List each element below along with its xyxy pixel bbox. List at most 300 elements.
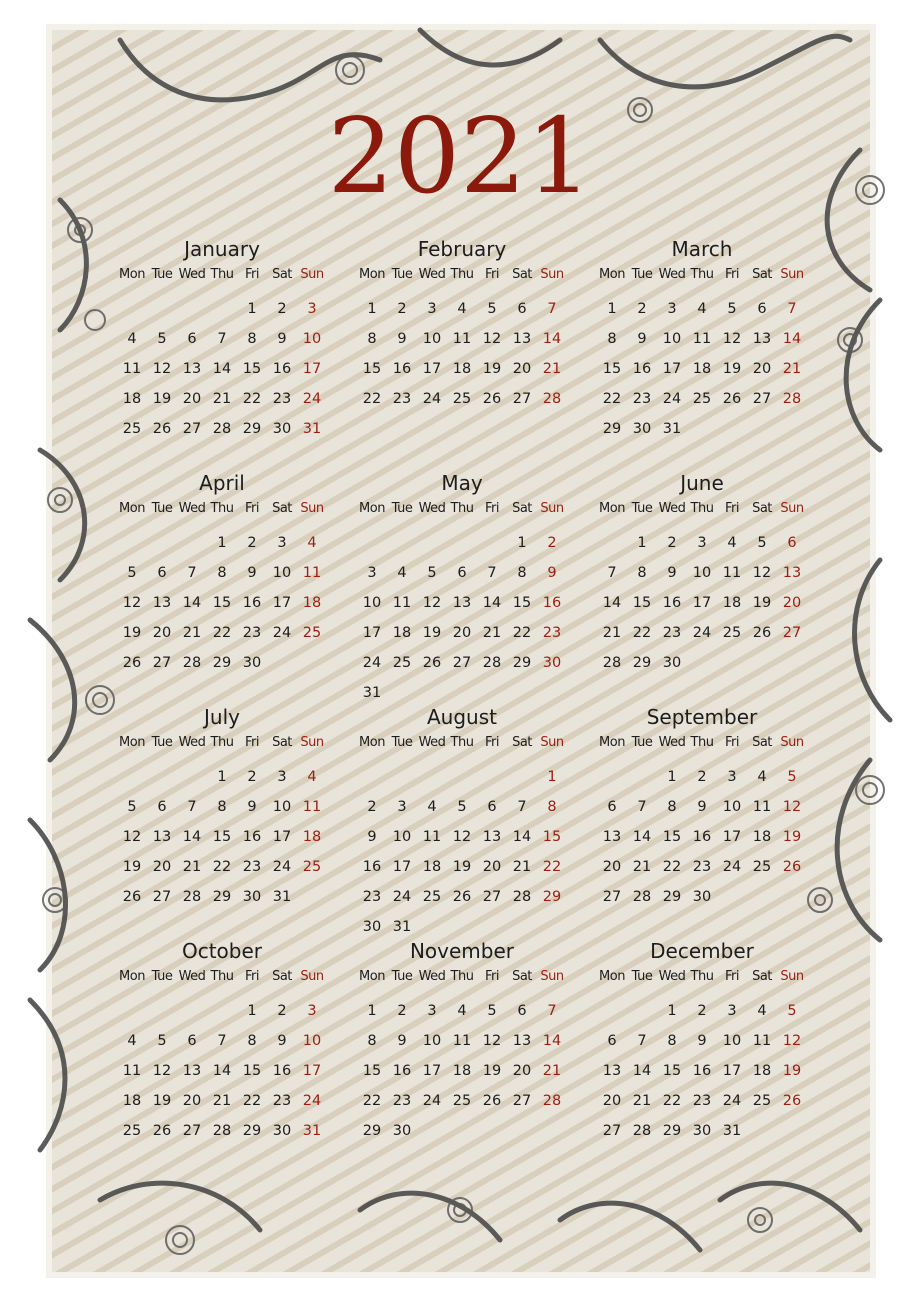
day-cell: 11 xyxy=(122,1063,142,1079)
day-cell: 17 xyxy=(662,361,682,377)
weekday-label: Fri xyxy=(245,501,259,516)
weekday-label: Sun xyxy=(540,501,564,516)
day-cell: 30 xyxy=(242,889,262,905)
month-july xyxy=(117,704,327,912)
day-cell: 30 xyxy=(392,1123,412,1139)
day-cell: 13 xyxy=(182,1063,202,1079)
weekday-label: Mon xyxy=(119,735,145,750)
day-cell: 12 xyxy=(482,331,502,347)
day-cell: 26 xyxy=(152,1123,172,1139)
day-cell: 3 xyxy=(667,301,677,317)
day-cell: 17 xyxy=(272,829,292,845)
day-cell: 4 xyxy=(757,769,767,785)
day-cell: 29 xyxy=(212,655,232,671)
day-cell: 14 xyxy=(542,1033,562,1049)
day-cell: 5 xyxy=(787,769,797,785)
day-cell: 28 xyxy=(182,889,202,905)
day-cell: 27 xyxy=(602,889,622,905)
year-title: 2021 xyxy=(327,95,593,217)
day-cell: 10 xyxy=(272,799,292,815)
day-cell: 22 xyxy=(662,859,682,875)
month-name: October xyxy=(181,939,263,963)
month-june xyxy=(597,470,807,678)
day-cell: 7 xyxy=(637,1033,647,1049)
day-cell: 1 xyxy=(667,769,677,785)
month-september xyxy=(597,704,807,912)
day-cell: 5 xyxy=(127,565,137,581)
day-cell: 6 xyxy=(487,799,497,815)
day-cell: 15 xyxy=(662,1063,682,1079)
day-cell: 21 xyxy=(542,361,562,377)
weekday-label: Sun xyxy=(780,969,804,984)
empty-cell xyxy=(627,996,657,1026)
day-cell: 1 xyxy=(217,769,227,785)
day-cell: 25 xyxy=(692,391,712,407)
day-cell: 12 xyxy=(152,1063,172,1079)
day-cell: 30 xyxy=(272,1123,292,1139)
weekday-label: Wed xyxy=(418,735,446,750)
day-cell: 10 xyxy=(422,1033,442,1049)
day-cell: 19 xyxy=(482,1063,502,1079)
weekday-label: Fri xyxy=(485,735,499,750)
weekday-label: Fri xyxy=(245,969,259,984)
day-grid xyxy=(117,966,327,1146)
day-cell: 5 xyxy=(757,535,767,551)
day-cell: 20 xyxy=(512,1063,532,1079)
month-august xyxy=(357,704,567,942)
day-cell: 10 xyxy=(302,331,322,347)
empty-cell xyxy=(597,762,627,792)
day-cell: 3 xyxy=(727,1003,737,1019)
day-cell: 14 xyxy=(212,361,232,377)
empty-cell xyxy=(447,528,477,558)
day-cell: 18 xyxy=(752,829,772,845)
day-grid xyxy=(357,732,567,942)
month-name: December xyxy=(650,939,754,963)
weekday-label: Fri xyxy=(725,969,739,984)
month-march xyxy=(597,236,807,444)
day-cell: 22 xyxy=(242,391,262,407)
weekday-label: Sat xyxy=(752,735,772,750)
day-cell: 26 xyxy=(782,1093,802,1109)
weekday-label: Wed xyxy=(418,501,446,516)
day-cell: 17 xyxy=(392,859,412,875)
day-grid xyxy=(597,264,807,444)
day-cell: 21 xyxy=(782,361,802,377)
weekday-label: Wed xyxy=(658,267,686,282)
day-cell: 18 xyxy=(722,595,742,611)
day-cell: 7 xyxy=(547,1003,557,1019)
day-cell: 29 xyxy=(662,889,682,905)
weekday-label: Tue xyxy=(391,267,413,282)
empty-cell xyxy=(477,528,507,558)
day-cell: 31 xyxy=(302,421,322,437)
day-cell: 21 xyxy=(602,625,622,641)
day-cell: 12 xyxy=(452,829,472,845)
day-cell: 8 xyxy=(367,331,377,347)
day-cell: 20 xyxy=(482,859,502,875)
day-cell: 4 xyxy=(697,301,707,317)
day-cell: 13 xyxy=(512,1033,532,1049)
day-cell: 10 xyxy=(302,1033,322,1049)
day-cell: 23 xyxy=(662,625,682,641)
day-cell: 9 xyxy=(247,799,257,815)
day-cell: 22 xyxy=(542,859,562,875)
empty-cell xyxy=(387,762,417,792)
empty-cell xyxy=(387,528,417,558)
weekday-label: Sat xyxy=(512,969,532,984)
day-cell: 23 xyxy=(362,889,382,905)
day-cell: 17 xyxy=(272,595,292,611)
empty-cell xyxy=(207,294,237,324)
day-cell: 11 xyxy=(122,361,142,377)
day-cell: 14 xyxy=(782,331,802,347)
day-cell: 13 xyxy=(152,595,172,611)
day-cell: 19 xyxy=(482,361,502,377)
weekday-label: Mon xyxy=(599,735,625,750)
day-cell: 18 xyxy=(392,625,412,641)
weekday-label: Tue xyxy=(391,735,413,750)
day-cell: 11 xyxy=(302,799,322,815)
day-cell: 8 xyxy=(637,565,647,581)
day-grid xyxy=(597,498,807,678)
day-cell: 3 xyxy=(277,769,287,785)
day-cell: 13 xyxy=(452,595,472,611)
weekday-label: Thu xyxy=(210,501,234,516)
day-cell: 12 xyxy=(482,1033,502,1049)
empty-cell xyxy=(177,996,207,1026)
day-grid xyxy=(357,498,567,708)
day-cell: 15 xyxy=(212,829,232,845)
day-cell: 8 xyxy=(607,331,617,347)
day-cell: 1 xyxy=(547,769,557,785)
day-cell: 2 xyxy=(397,1003,407,1019)
day-cell: 13 xyxy=(602,829,622,845)
day-cell: 26 xyxy=(482,1093,502,1109)
empty-cell xyxy=(117,996,147,1026)
day-cell: 24 xyxy=(272,625,292,641)
day-cell: 27 xyxy=(512,391,532,407)
weekday-label: Tue xyxy=(631,267,653,282)
day-cell: 22 xyxy=(212,859,232,875)
day-cell: 28 xyxy=(632,1123,652,1139)
month-name: January xyxy=(184,237,260,261)
day-cell: 27 xyxy=(182,421,202,437)
day-cell: 6 xyxy=(457,565,467,581)
day-cell: 1 xyxy=(637,535,647,551)
day-grid xyxy=(597,966,807,1146)
day-cell: 12 xyxy=(722,331,742,347)
weekday-label: Thu xyxy=(690,501,714,516)
day-cell: 10 xyxy=(422,331,442,347)
day-cell: 26 xyxy=(722,391,742,407)
day-cell: 11 xyxy=(302,565,322,581)
day-cell: 15 xyxy=(212,595,232,611)
day-cell: 17 xyxy=(422,1063,442,1079)
day-cell: 1 xyxy=(217,535,227,551)
weekday-label: Thu xyxy=(450,969,474,984)
day-cell: 24 xyxy=(722,1093,742,1109)
weekday-label: Mon xyxy=(119,267,145,282)
day-cell: 19 xyxy=(782,1063,802,1079)
weekday-label: Sun xyxy=(780,267,804,282)
day-cell: 20 xyxy=(152,625,172,641)
day-cell: 19 xyxy=(452,859,472,875)
day-cell: 4 xyxy=(457,1003,467,1019)
day-cell: 18 xyxy=(752,1063,772,1079)
day-cell: 16 xyxy=(392,361,412,377)
weekday-label: Tue xyxy=(151,735,173,750)
day-cell: 24 xyxy=(302,391,322,407)
weekday-label: Mon xyxy=(359,267,385,282)
day-cell: 9 xyxy=(667,565,677,581)
day-cell: 27 xyxy=(152,655,172,671)
day-cell: 16 xyxy=(272,1063,292,1079)
day-cell: 12 xyxy=(752,565,772,581)
day-cell: 20 xyxy=(182,391,202,407)
weekday-label: Sun xyxy=(300,969,324,984)
day-cell: 12 xyxy=(782,799,802,815)
day-cell: 16 xyxy=(692,1063,712,1079)
day-cell: 23 xyxy=(272,391,292,407)
weekday-label: Tue xyxy=(151,969,173,984)
day-cell: 15 xyxy=(632,595,652,611)
empty-cell xyxy=(417,528,447,558)
weekday-label: Sun xyxy=(540,969,564,984)
weekday-label: Fri xyxy=(485,501,499,516)
weekday-label: Thu xyxy=(690,267,714,282)
weekday-label: Sat xyxy=(272,267,292,282)
day-cell: 31 xyxy=(302,1123,322,1139)
empty-cell xyxy=(147,762,177,792)
day-cell: 21 xyxy=(212,391,232,407)
month-name: September xyxy=(646,705,758,729)
day-cell: 20 xyxy=(182,1093,202,1109)
day-cell: 11 xyxy=(722,565,742,581)
day-cell: 9 xyxy=(367,829,377,845)
day-grid xyxy=(597,732,807,912)
day-cell: 25 xyxy=(752,859,772,875)
weekday-label: Sat xyxy=(752,969,772,984)
day-cell: 24 xyxy=(302,1093,322,1109)
weekday-label: Tue xyxy=(391,969,413,984)
day-cell: 2 xyxy=(637,301,647,317)
day-cell: 11 xyxy=(452,1033,472,1049)
day-cell: 1 xyxy=(367,301,377,317)
day-cell: 11 xyxy=(752,1033,772,1049)
day-cell: 19 xyxy=(422,625,442,641)
day-cell: 2 xyxy=(277,1003,287,1019)
day-cell: 5 xyxy=(127,799,137,815)
day-cell: 30 xyxy=(272,421,292,437)
empty-cell xyxy=(147,996,177,1026)
day-cell: 25 xyxy=(452,391,472,407)
day-cell: 29 xyxy=(242,1123,262,1139)
day-cell: 1 xyxy=(247,1003,257,1019)
weekday-label: Tue xyxy=(391,501,413,516)
day-cell: 3 xyxy=(427,1003,437,1019)
day-cell: 17 xyxy=(362,625,382,641)
day-cell: 26 xyxy=(122,655,142,671)
weekday-label: Wed xyxy=(658,501,686,516)
day-cell: 16 xyxy=(632,361,652,377)
weekday-label: Wed xyxy=(178,267,206,282)
day-cell: 11 xyxy=(392,595,412,611)
day-cell: 6 xyxy=(517,1003,527,1019)
weekday-label: Tue xyxy=(151,501,173,516)
empty-cell xyxy=(357,762,387,792)
day-cell: 8 xyxy=(217,565,227,581)
day-cell: 17 xyxy=(302,1063,322,1079)
day-cell: 17 xyxy=(722,1063,742,1079)
day-cell: 4 xyxy=(397,565,407,581)
weekday-label: Sat xyxy=(272,969,292,984)
day-cell: 3 xyxy=(697,535,707,551)
day-cell: 24 xyxy=(392,889,412,905)
weekday-label: Fri xyxy=(245,267,259,282)
day-cell: 27 xyxy=(182,1123,202,1139)
day-grid xyxy=(117,498,327,678)
day-cell: 5 xyxy=(727,301,737,317)
day-cell: 9 xyxy=(637,331,647,347)
day-cell: 2 xyxy=(547,535,557,551)
day-cell: 26 xyxy=(752,625,772,641)
day-cell: 10 xyxy=(722,1033,742,1049)
weekday-label: Sat xyxy=(272,501,292,516)
day-cell: 28 xyxy=(212,421,232,437)
day-grid xyxy=(357,264,567,414)
day-cell: 6 xyxy=(607,799,617,815)
day-cell: 4 xyxy=(127,1033,137,1049)
empty-cell xyxy=(627,762,657,792)
weekday-label: Sun xyxy=(300,501,324,516)
day-cell: 20 xyxy=(602,859,622,875)
day-cell: 11 xyxy=(422,829,442,845)
month-name: July xyxy=(204,705,240,729)
day-cell: 23 xyxy=(632,391,652,407)
day-cell: 27 xyxy=(452,655,472,671)
day-cell: 13 xyxy=(752,331,772,347)
day-cell: 6 xyxy=(187,1033,197,1049)
day-cell: 12 xyxy=(152,361,172,377)
day-cell: 7 xyxy=(787,301,797,317)
day-cell: 21 xyxy=(182,859,202,875)
day-cell: 20 xyxy=(452,625,472,641)
day-cell: 9 xyxy=(277,331,287,347)
day-cell: 24 xyxy=(662,391,682,407)
empty-cell xyxy=(177,294,207,324)
day-cell: 16 xyxy=(692,829,712,845)
day-cell: 3 xyxy=(307,1003,317,1019)
day-cell: 25 xyxy=(122,1123,142,1139)
day-cell: 29 xyxy=(662,1123,682,1139)
day-cell: 18 xyxy=(122,1093,142,1109)
day-cell: 23 xyxy=(542,625,562,641)
empty-cell xyxy=(507,762,537,792)
day-cell: 10 xyxy=(692,565,712,581)
day-cell: 18 xyxy=(302,829,322,845)
day-cell: 9 xyxy=(697,1033,707,1049)
day-cell: 28 xyxy=(542,391,562,407)
empty-cell xyxy=(597,528,627,558)
month-april xyxy=(117,470,327,678)
empty-cell xyxy=(177,762,207,792)
day-cell: 15 xyxy=(602,361,622,377)
weekday-label: Mon xyxy=(359,735,385,750)
day-cell: 15 xyxy=(362,1063,382,1079)
day-cell: 23 xyxy=(692,1093,712,1109)
day-cell: 14 xyxy=(542,331,562,347)
day-cell: 25 xyxy=(302,859,322,875)
weekday-label: Mon xyxy=(359,501,385,516)
day-cell: 15 xyxy=(242,361,262,377)
day-cell: 12 xyxy=(422,595,442,611)
day-cell: 22 xyxy=(632,625,652,641)
day-cell: 30 xyxy=(692,1123,712,1139)
day-cell: 5 xyxy=(157,1033,167,1049)
day-cell: 5 xyxy=(487,301,497,317)
month-name: April xyxy=(199,471,245,495)
day-cell: 4 xyxy=(727,535,737,551)
day-cell: 4 xyxy=(307,535,317,551)
day-cell: 7 xyxy=(487,565,497,581)
empty-cell xyxy=(147,294,177,324)
day-cell: 15 xyxy=(542,829,562,845)
day-cell: 25 xyxy=(392,655,412,671)
day-cell: 29 xyxy=(242,421,262,437)
weekday-label: Mon xyxy=(119,969,145,984)
day-cell: 28 xyxy=(602,655,622,671)
day-cell: 30 xyxy=(632,421,652,437)
weekday-label: Mon xyxy=(599,501,625,516)
day-cell: 27 xyxy=(752,391,772,407)
day-cell: 3 xyxy=(307,301,317,317)
day-cell: 20 xyxy=(752,361,772,377)
day-cell: 22 xyxy=(212,625,232,641)
weekday-label: Sun xyxy=(300,735,324,750)
day-cell: 3 xyxy=(277,535,287,551)
day-cell: 2 xyxy=(667,535,677,551)
month-january xyxy=(117,236,327,444)
day-cell: 22 xyxy=(662,1093,682,1109)
weekday-label: Fri xyxy=(725,267,739,282)
day-cell: 26 xyxy=(422,655,442,671)
day-cell: 9 xyxy=(277,1033,287,1049)
day-cell: 10 xyxy=(722,799,742,815)
day-cell: 17 xyxy=(692,595,712,611)
day-grid xyxy=(357,966,567,1146)
day-cell: 6 xyxy=(787,535,797,551)
weekday-label: Sat xyxy=(272,735,292,750)
day-cell: 19 xyxy=(122,625,142,641)
day-cell: 2 xyxy=(697,1003,707,1019)
day-cell: 30 xyxy=(662,655,682,671)
day-cell: 1 xyxy=(607,301,617,317)
day-cell: 7 xyxy=(217,331,227,347)
day-cell: 23 xyxy=(242,859,262,875)
day-cell: 20 xyxy=(782,595,802,611)
day-cell: 5 xyxy=(487,1003,497,1019)
day-cell: 30 xyxy=(542,655,562,671)
day-cell: 14 xyxy=(212,1063,232,1079)
day-cell: 24 xyxy=(422,391,442,407)
weekday-label: Sat xyxy=(512,501,532,516)
day-cell: 10 xyxy=(362,595,382,611)
day-cell: 11 xyxy=(692,331,712,347)
day-cell: 6 xyxy=(607,1033,617,1049)
day-cell: 30 xyxy=(692,889,712,905)
month-december xyxy=(597,938,807,1146)
